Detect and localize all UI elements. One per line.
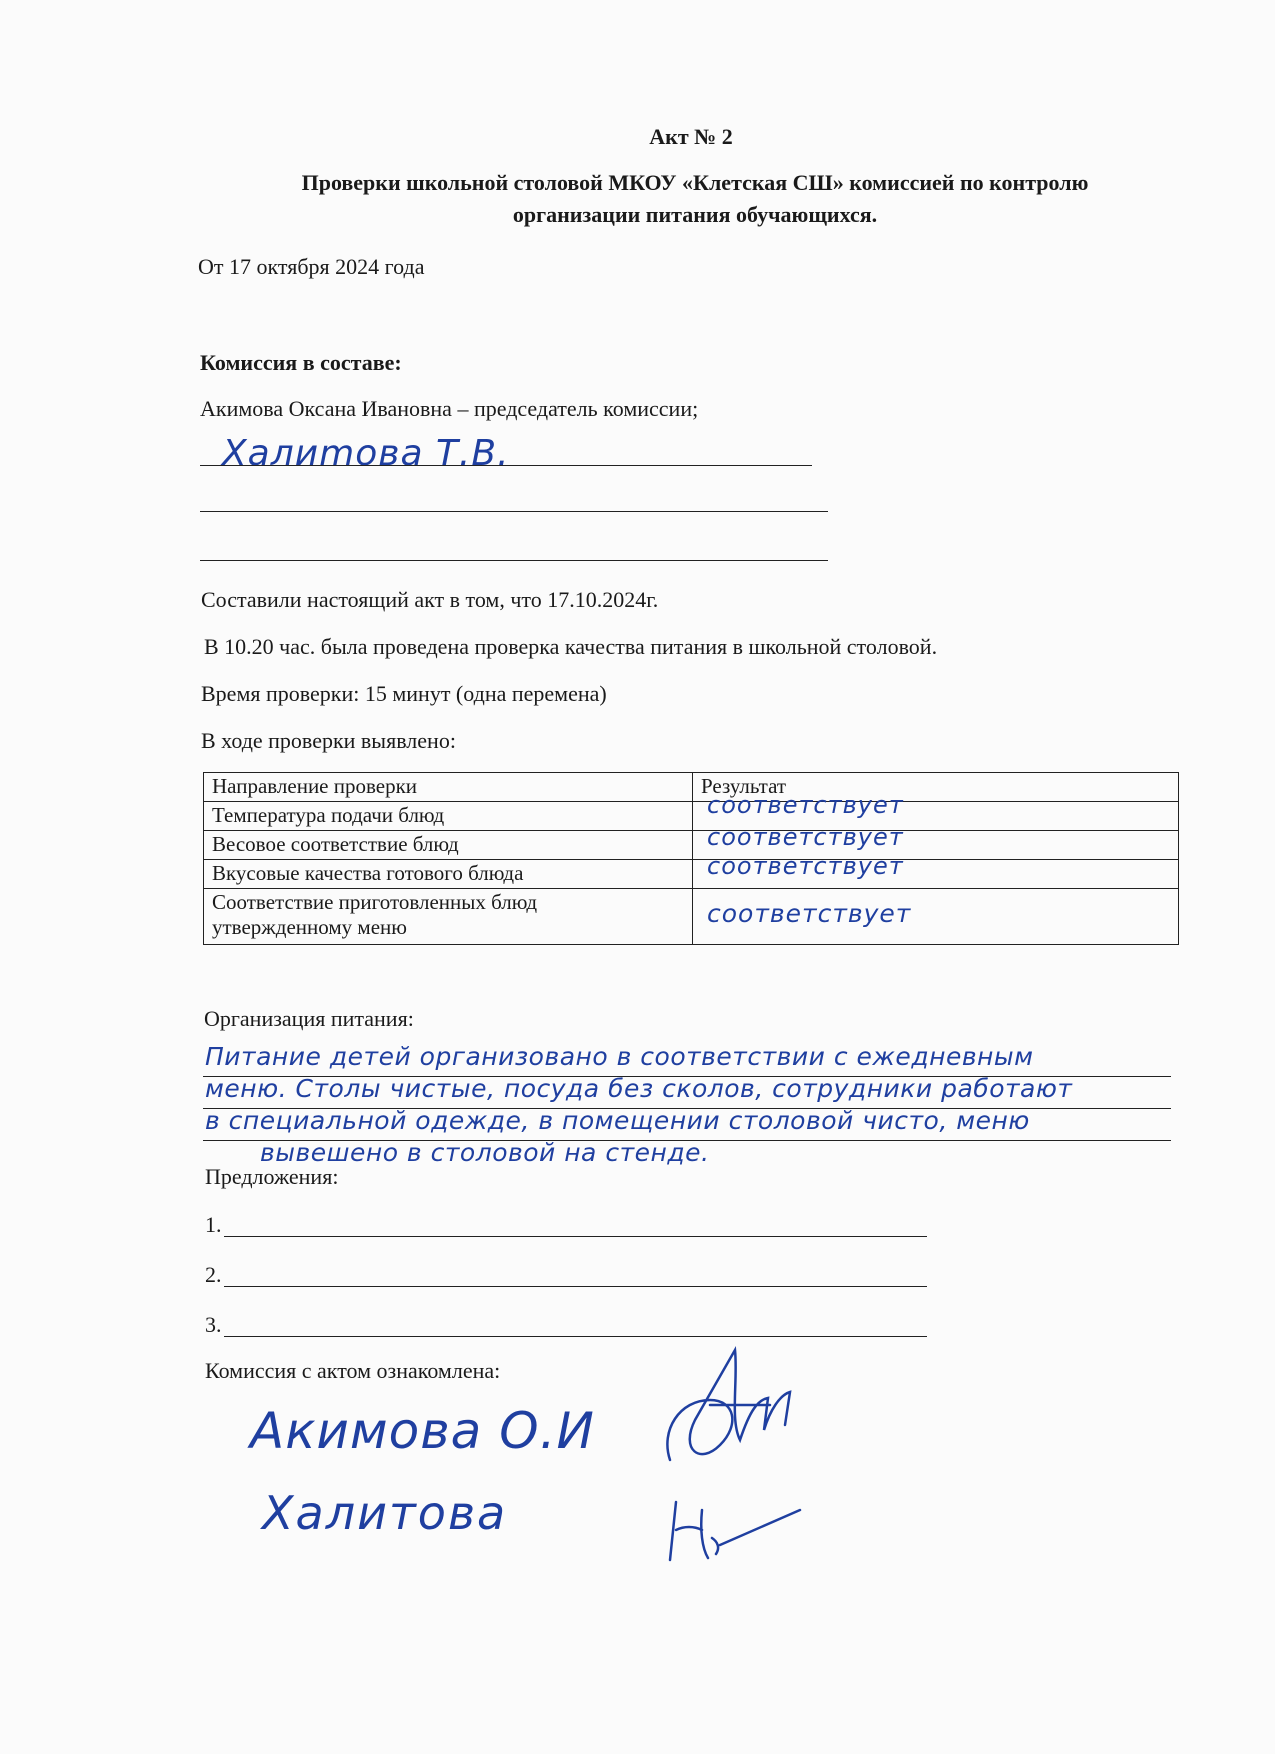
member-line-3 <box>200 560 828 561</box>
table-header-direction: Направление проверки <box>204 773 693 802</box>
signature-name-halitova: Халитова <box>262 1486 508 1540</box>
table-header-row <box>204 773 1179 802</box>
proposal-number: 3. <box>205 1312 222 1337</box>
organization-handwritten-line: Питание детей организовано в соответствии с ежедневным <box>205 1042 1034 1071</box>
result-handwritten: соответствует <box>707 852 904 880</box>
signatures-heading: Комиссия с актом ознакомлена: <box>205 1358 501 1383</box>
body-line1: Составили настоящий акт в том, что 17.10.2024г. <box>201 587 659 612</box>
table-row <box>204 831 1179 860</box>
proposals-heading: Предложения: <box>205 1164 339 1189</box>
table-row <box>204 889 1179 945</box>
result-handwritten: соответствует <box>707 791 904 819</box>
direction-line1: Соответствие приготовленных блюд <box>212 890 538 914</box>
body-line4: В ходе проверки выявлено: <box>201 728 456 753</box>
table-cell-direction: Вкусовые качества готового блюда <box>204 860 693 889</box>
proposal-number: 2. <box>205 1262 222 1287</box>
proposal-line <box>224 1286 927 1287</box>
member-line-2 <box>200 511 828 512</box>
organization-handwritten-line: вывешено в столовой на стенде. <box>260 1138 710 1167</box>
organization-handwritten-line: меню. Столы чистые, посуда без сколов, сотрудники работают <box>205 1074 1073 1103</box>
organization-handwritten-line: в специальной одежде, в помещении столовой чисто, меню <box>205 1106 1030 1135</box>
inspection-table <box>203 772 1179 945</box>
proposal-line <box>224 1336 927 1337</box>
result-handwritten: соответствует <box>707 823 904 851</box>
member-line-1 <box>200 465 812 466</box>
date-line: От 17 октября 2024 года <box>198 254 425 279</box>
act-title: Акт № 2 <box>649 124 733 149</box>
table-cell-direction <box>204 889 693 945</box>
table-row <box>204 860 1179 889</box>
table-header-result: Результат <box>693 773 1179 802</box>
body-line2: В 10.20 час. была проведена проверка качества питания в школьной столовой. <box>204 634 938 659</box>
signature-mark-1 <box>640 1340 840 1480</box>
signature-name-akimova: Акимова О.И <box>250 1402 595 1460</box>
table-row <box>204 802 1179 831</box>
proposal-number: 1. <box>205 1212 222 1237</box>
body-line3: Время проверки: 15 минут (одна перемена) <box>201 681 607 706</box>
table-cell-result <box>693 889 1179 945</box>
organization-heading: Организация питания: <box>204 1006 414 1031</box>
commission-chair: Акимова Оксана Ивановна – председатель комиссии; <box>200 396 699 421</box>
commission-heading: Комиссия в составе: <box>200 350 402 375</box>
result-handwritten: соответствует <box>707 899 912 928</box>
direction-line2: утвержденному меню <box>212 915 407 939</box>
table-cell-result <box>693 852 1179 889</box>
table-cell-direction: Температура подачи блюд <box>204 802 693 831</box>
signature-mark-2 <box>660 1490 810 1570</box>
subtitle-line1: Проверки школьной столовой МКОУ «Клетская СШ» комиссией по контролю <box>301 170 1089 195</box>
commission-member-handwritten: Халиmова Т.В. <box>222 433 510 474</box>
subtitle-line2: организации питания обучающихся. <box>512 202 878 227</box>
table-cell-direction: Весовое соответствие блюд <box>204 831 693 860</box>
proposal-line <box>224 1236 927 1237</box>
